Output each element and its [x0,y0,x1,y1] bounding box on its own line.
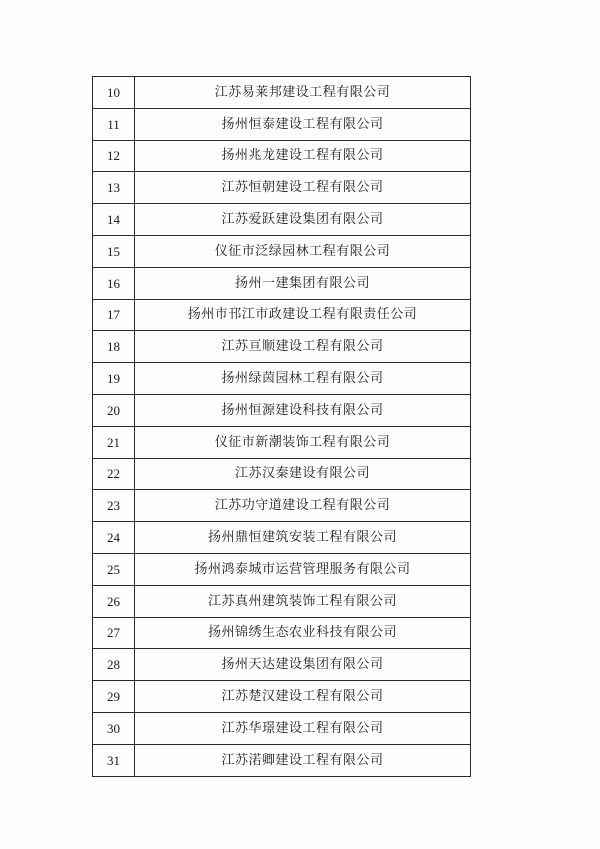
company-list-table [92,76,471,777]
row-number-cell: 15 [93,235,135,267]
table-row [93,458,471,490]
company-name-cell: 扬州市邗江市政建设工程有限责任公司 [135,299,471,331]
row-number-cell: 17 [93,299,135,331]
row-number-cell: 22 [93,458,135,490]
row-number-cell: 16 [93,267,135,299]
table-row [93,140,471,172]
table-row [93,617,471,649]
table-row [93,744,471,776]
row-number-cell: 24 [93,522,135,554]
company-name-cell: 江苏渃卿建设工程有限公司 [135,744,471,776]
table-row [93,235,471,267]
table-row [93,649,471,681]
company-name-cell: 江苏亘顺建设工程有限公司 [135,331,471,363]
table-row [93,267,471,299]
company-name-cell: 江苏爱跃建设集团有限公司 [135,204,471,236]
row-number-cell: 10 [93,77,135,109]
row-number-cell: 19 [93,363,135,395]
table-row [93,363,471,395]
table-row [93,681,471,713]
table-row [93,585,471,617]
company-name-cell: 扬州绿茵园林工程有限公司 [135,363,471,395]
row-number-cell: 23 [93,490,135,522]
table-row [93,108,471,140]
table-row [93,490,471,522]
table-row [93,299,471,331]
row-number-cell: 13 [93,172,135,204]
row-number-cell: 12 [93,140,135,172]
table-row [93,394,471,426]
company-name-cell: 江苏华璟建设工程有限公司 [135,712,471,744]
company-name-cell: 江苏真州建筑装饰工程有限公司 [135,585,471,617]
row-number-cell: 25 [93,553,135,585]
company-name-cell: 扬州鼎恒建筑安装工程有限公司 [135,522,471,554]
company-name-cell: 江苏易莱邦建设工程有限公司 [135,77,471,109]
company-name-cell: 扬州一建集团有限公司 [135,267,471,299]
row-number-cell: 31 [93,744,135,776]
company-name-cell: 扬州天达建设集团有限公司 [135,649,471,681]
company-name-cell: 扬州恒泰建设工程有限公司 [135,108,471,140]
table-row [93,522,471,554]
table-row [93,712,471,744]
row-number-cell: 28 [93,649,135,681]
company-name-cell: 江苏恒朝建设工程有限公司 [135,172,471,204]
company-name-cell: 扬州锦绣生态农业科技有限公司 [135,617,471,649]
company-list-body [93,77,471,777]
row-number-cell: 18 [93,331,135,363]
row-number-cell: 20 [93,394,135,426]
table-row [93,426,471,458]
company-name-cell: 扬州鸿泰城市运营管理服务有限公司 [135,553,471,585]
row-number-cell: 14 [93,204,135,236]
company-name-cell: 江苏功守道建设工程有限公司 [135,490,471,522]
row-number-cell: 30 [93,712,135,744]
company-name-cell: 仪征市新潮装饰工程有限公司 [135,426,471,458]
row-number-cell: 29 [93,681,135,713]
table-row [93,172,471,204]
table-row [93,553,471,585]
row-number-cell: 21 [93,426,135,458]
table-row [93,331,471,363]
company-name-cell: 扬州恒源建设科技有限公司 [135,394,471,426]
table-row [93,204,471,236]
row-number-cell: 26 [93,585,135,617]
table-row [93,77,471,109]
company-name-cell: 仪征市泛绿园林工程有限公司 [135,235,471,267]
row-number-cell: 11 [93,108,135,140]
company-name-cell: 江苏楚汉建设工程有限公司 [135,681,471,713]
company-name-cell: 扬州兆龙建设工程有限公司 [135,140,471,172]
row-number-cell: 27 [93,617,135,649]
company-name-cell: 江苏汉秦建设有限公司 [135,458,471,490]
